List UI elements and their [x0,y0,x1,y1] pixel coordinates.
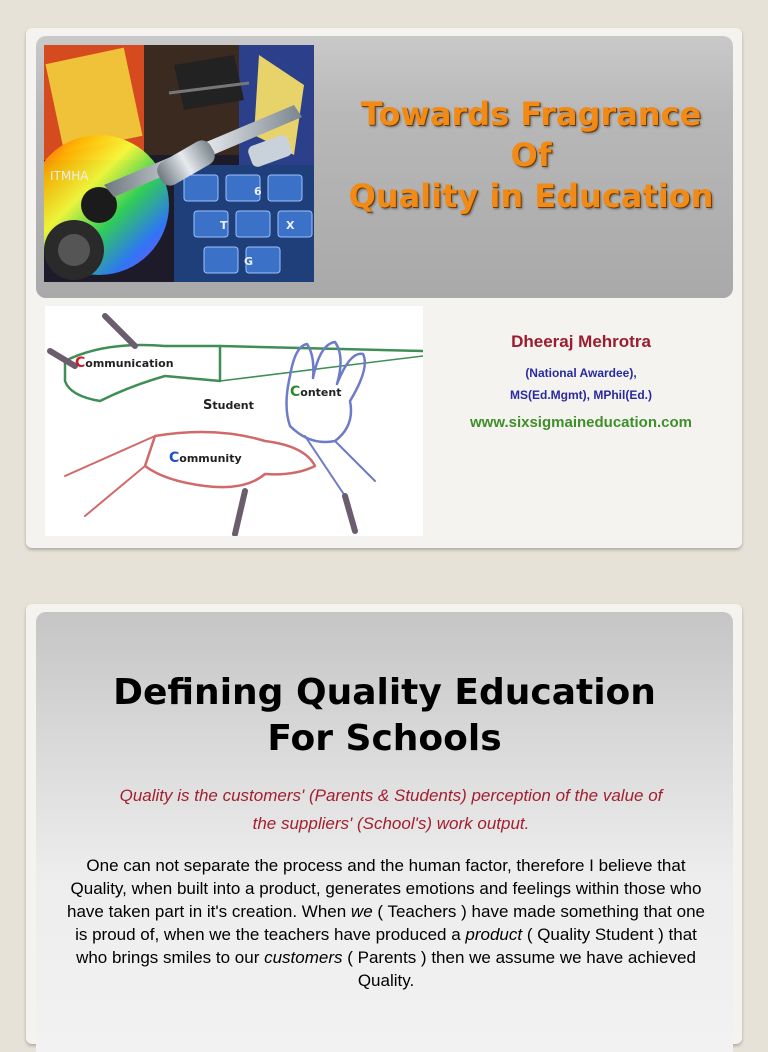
slide1-title-line: Of [510,136,552,174]
quote-line: Quality is the customers' (Parents & Students) perception of the value of [119,786,663,805]
svg-text:T: T [220,219,228,232]
slide1-title-line: Towards Fragrance [360,95,702,133]
author-credentials [436,362,726,406]
content-slide [26,604,742,1044]
body-text-emphasis: we [350,902,373,921]
diagram-label-student: Student [203,398,254,413]
svg-text:ITMHA: ITMHA [50,169,89,183]
education-collage-image [44,45,314,282]
body-text: ( Quality Student ) that who brings smiles to our [76,925,697,967]
title-banner [36,36,733,298]
quote-line: the suppliers' (School's) work output. [252,814,530,833]
author-name: Dheeraj Mehrotra [511,332,651,351]
author-award: (National Awardee), [525,366,637,380]
body-paragraph [66,854,706,992]
svg-text:X: X [286,219,295,232]
author-degrees: MS(Ed.Mgmt), MPhil(Ed.) [510,388,652,402]
diagram-label-content: Content [290,384,342,400]
slide2-title-line: Defining Quality Education [113,672,656,713]
quality-definition-quote [76,782,706,838]
slide1-title-line: Quality in Education [348,177,714,215]
diagram-label-communication: Communication [75,355,174,371]
slide2-title-line: For Schools [267,718,502,759]
body-text: ( Teachers ) have made something that one is proud of, when we the teachers have produced a [75,902,705,944]
slide1-title [336,94,726,217]
slide2-title [36,670,733,762]
body-text: ( Parents ) then we assume we have achieved Quality. [342,948,696,990]
body-text-emphasis: product [465,925,523,944]
title-slide [26,28,742,548]
author-website-link[interactable]: www.sixsigmaineducation.com [470,414,692,431]
body-text-emphasis: customers [264,948,343,967]
author-info [436,332,726,431]
diagram-label-community: Community [169,450,242,466]
svg-text:6: 6 [254,185,262,198]
content-panel [36,612,733,1052]
body-text: One can not separate the process and the human factor, therefore I believe that Quality, when built into a product, generates emotions and feelings within those who have taken part in it's creation. When [67,856,702,921]
svg-text:G: G [244,255,254,268]
hands-diagram [45,306,423,536]
